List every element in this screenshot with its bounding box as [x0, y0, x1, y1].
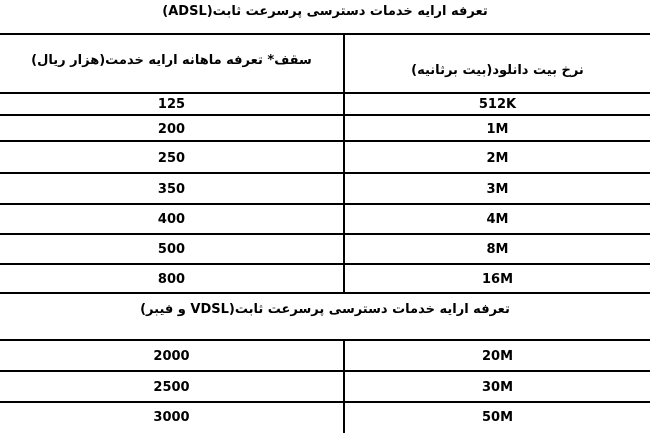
speed-cell: 3M	[486, 182, 509, 197]
speed-cell: 8M	[486, 242, 509, 257]
adsl-title: تعرفه ارایه خدمات دسترسی پرسرعت ثابت(ADSL)	[162, 4, 488, 19]
price-cell: 125	[157, 97, 186, 112]
row-divider	[0, 114, 650, 116]
speed-cell: 512K	[478, 97, 517, 112]
row-divider	[0, 140, 650, 142]
row-divider	[0, 263, 650, 265]
price-cell: 200	[157, 122, 186, 137]
speed-cell: 20M	[481, 349, 514, 364]
row-divider	[0, 172, 650, 174]
row-divider	[0, 233, 650, 235]
price-cell: 2500	[153, 380, 190, 395]
price-cell: 800	[157, 272, 186, 287]
speed-cell: 1M	[486, 122, 509, 137]
header-divider	[0, 92, 650, 94]
speed-cell: 2M	[486, 151, 509, 166]
vdsl-table-top	[0, 339, 650, 341]
price-cell: 500	[157, 242, 186, 257]
row-divider	[0, 370, 650, 372]
header-price: سقف* تعرفه ماهانه ارایه خدمت(هزار ریال)	[31, 53, 312, 68]
price-cell: 2000	[153, 349, 190, 364]
speed-cell: 50M	[481, 410, 514, 425]
speed-cell: 4M	[486, 212, 509, 227]
table-border-top	[0, 33, 650, 35]
table-divider-mid	[0, 292, 650, 294]
price-cell: 3000	[153, 410, 190, 425]
speed-cell: 16M	[481, 272, 514, 287]
header-speed: نرخ بیت دانلود(بیت برثانیه)	[411, 63, 584, 78]
vdsl-title: تعرفه ارایه خدمات دسترسی پرسرعت ثابت(VDSL و فیبر)	[140, 302, 510, 317]
price-cell: 250	[157, 151, 186, 166]
row-divider	[0, 401, 650, 403]
speed-cell: 30M	[481, 380, 514, 395]
price-cell: 350	[157, 182, 186, 197]
row-divider	[0, 203, 650, 205]
price-cell: 400	[157, 212, 186, 227]
